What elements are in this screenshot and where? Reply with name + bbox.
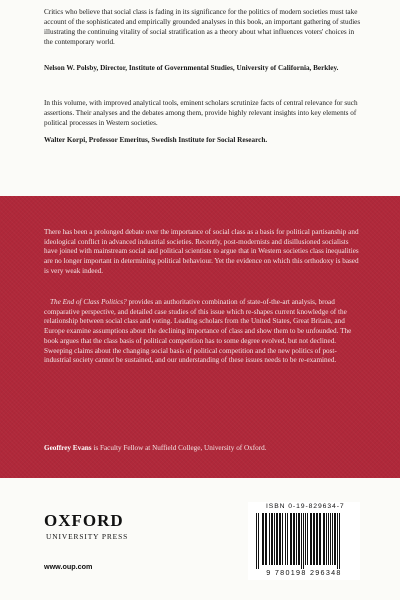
endorsement-quote: Critics who believe that social class is fading in its significance for the politics of modern societies must take account of the sophisticated and empirically grounded analyses in this book, an important gathering of studies illustrating the continuing vitality of social stratification as a theory about what influences voters' choices in the contemporary world. — [44, 8, 361, 46]
book-title: The End of Class Politics? — [50, 298, 127, 306]
barcode-icon — [250, 513, 358, 569]
barcode-digits: 9 780198 296348 — [266, 568, 342, 577]
publisher-logo: OXFORD — [44, 511, 124, 530]
description-paragraph — [44, 298, 362, 366]
editor-bio-text: is Faculty Fellow at Nuffield College, University of Oxford. — [91, 444, 267, 452]
description-text: provides an authoritative combination of state-of-the-art analysis, broad comparative perspective, and detailed case studies of this issue which re-shapes current knowledge of the relationship between social class and voting. Leading scholars from the United States, Great Britain, and Europe examine assumptions about the declining importance of class and show them to be unfounded. The book argues that the class basis of political competition has to some degree evolved, but not declined. Sweeping claims about the changing social basis of political competition and the new politics of post-industrial society cannot be sustained, and our understanding of these issues needs to be re-examined. — [44, 298, 352, 365]
barcode — [248, 502, 360, 580]
endorsement-attribution: Walter Korpi, Professor Emeritus, Swedish Institute for Social Research. — [44, 136, 268, 144]
endorsements-section — [0, 0, 400, 196]
editor-bio — [44, 444, 362, 454]
endorsement-quote: In this volume, with improved analytical tools, eminent scholars scrutinize facts of central relevance for such assertions. Their analyses and the debates among them, provide highly relevant insights into key elements of political processes in Western societies. — [44, 99, 358, 127]
description-paragraph: There has been a prolonged debate over the importance of social class as a basis for political partisanship and ideological conflict in advanced industrial societies. Recently, post-modernists and disillusioned socialists have joined with mainstream social and political scientists to argue that in Western societies class inequalities are no longer important in determining political behaviour. Yet the evidence on which this orthodoxy is based is very weak indeed. — [44, 228, 359, 275]
publisher-subtitle: UNIVERSITY PRESS — [46, 532, 129, 541]
description-panel — [0, 196, 400, 478]
endorsement-attribution: Nelson W. Polsby, Director, Institute of Governmental Studies, University of California, Berkley. — [44, 64, 339, 72]
isbn-label: ISBN 0-19-829634-7 — [266, 503, 345, 510]
publisher-section — [0, 478, 400, 600]
publisher-url[interactable]: www.oup.com — [44, 562, 93, 571]
editor-name: Geoffrey Evans — [44, 444, 92, 452]
